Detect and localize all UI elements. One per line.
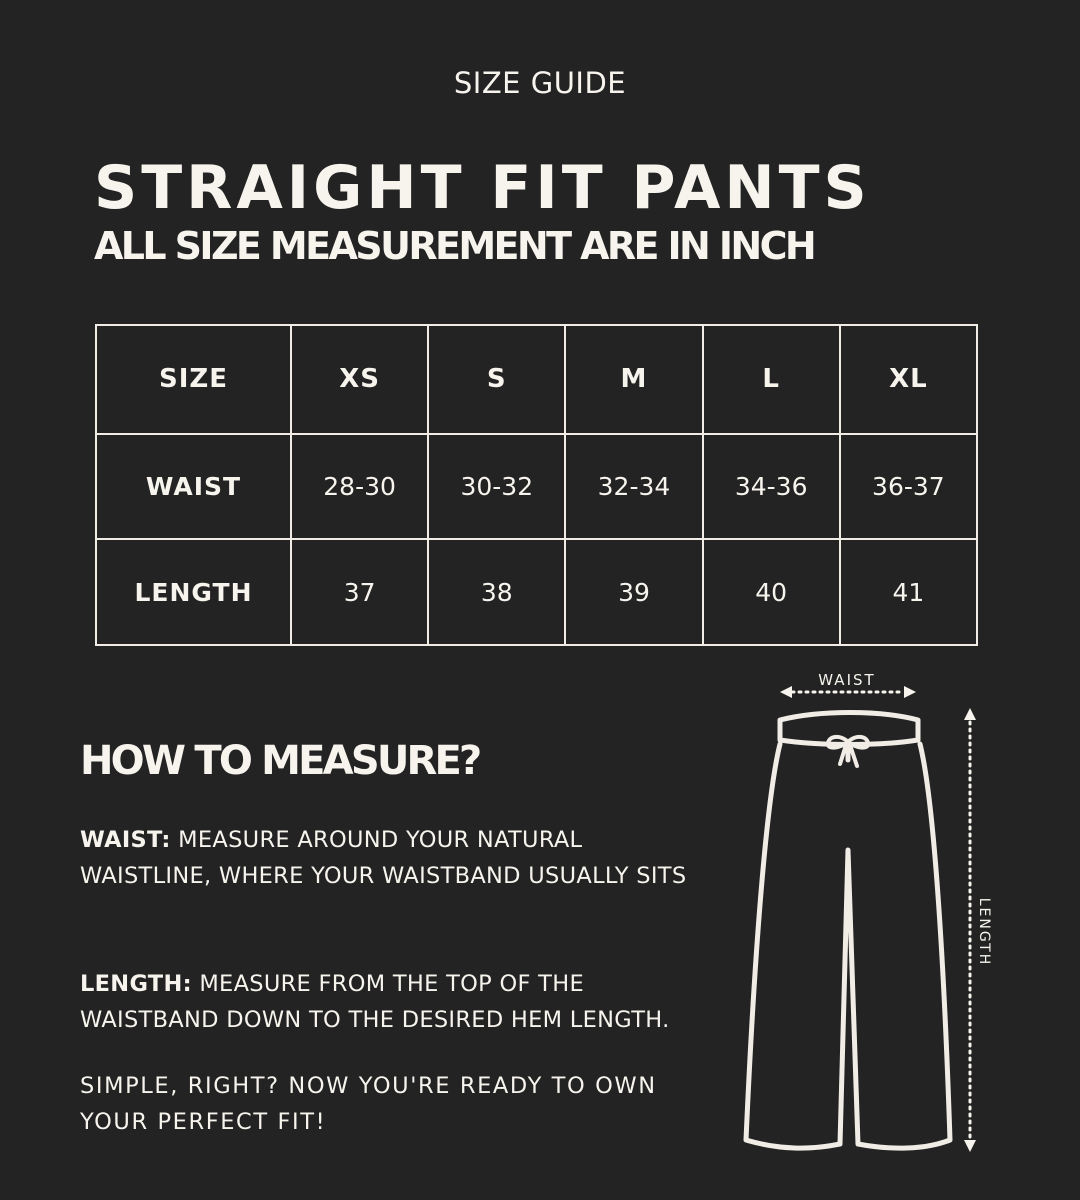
- table-cell: 34-36: [703, 434, 840, 540]
- size-chart-table: [95, 324, 978, 646]
- table-cell: 36-37: [840, 434, 977, 540]
- pants-outline-icon: [746, 713, 950, 1149]
- waist-instruction-text: MEASURE AROUND YOUR NATURAL WAISTLINE, WHERE YOUR WAISTBAND USUALLY SITS: [80, 827, 687, 889]
- table-cell: 40: [703, 539, 840, 645]
- table-cell: 41: [840, 539, 977, 645]
- header-cell-s: S: [428, 325, 565, 434]
- table-header-row: [96, 325, 977, 434]
- row-label-waist: WAIST: [96, 434, 291, 540]
- header-cell-xl: XL: [840, 325, 977, 434]
- length-instruction-label: LENGTH:: [80, 971, 192, 997]
- row-label-length: LENGTH: [96, 539, 291, 645]
- how-to-measure-heading: HOW TO MEASURE?: [80, 738, 480, 784]
- table-cell: 37: [291, 539, 428, 645]
- table-cell: 39: [565, 539, 702, 645]
- page-title: STRAIGHT FIT PANTS: [94, 153, 871, 223]
- header-cell-size: SIZE: [96, 325, 291, 434]
- table-cell: 30-32: [428, 434, 565, 540]
- waist-instruction: [80, 822, 720, 894]
- table-cell: 28-30: [291, 434, 428, 540]
- header-cell-m: M: [565, 325, 702, 434]
- header-cell-l: L: [703, 325, 840, 434]
- pants-measurement-diagram: [700, 660, 1080, 1180]
- header-cell-xs: XS: [291, 325, 428, 434]
- closing-text: SIMPLE, RIGHT? NOW YOU'RE READY TO OWN YOUR PERFECT FIT!: [80, 1073, 657, 1135]
- table-row-waist: [96, 434, 977, 540]
- waist-instruction-label: WAIST:: [80, 827, 171, 853]
- length-instruction-text: MEASURE FROM THE TOP OF THE WAISTBAND DOWN TO THE DESIRED HEM LENGTH.: [80, 971, 670, 1033]
- table-cell: 38: [428, 539, 565, 645]
- size-guide-kicker: SIZE GUIDE: [453, 66, 627, 100]
- length-diagram-label: LENGTH: [976, 897, 992, 967]
- waist-diagram-label: WAIST: [818, 671, 876, 689]
- length-instruction: [80, 966, 720, 1038]
- page-subtitle: ALL SIZE MEASUREMENT ARE IN INCH: [94, 224, 815, 268]
- table-cell: 32-34: [565, 434, 702, 540]
- length-arrow-icon: [964, 708, 976, 1152]
- table-row-length: [96, 539, 977, 645]
